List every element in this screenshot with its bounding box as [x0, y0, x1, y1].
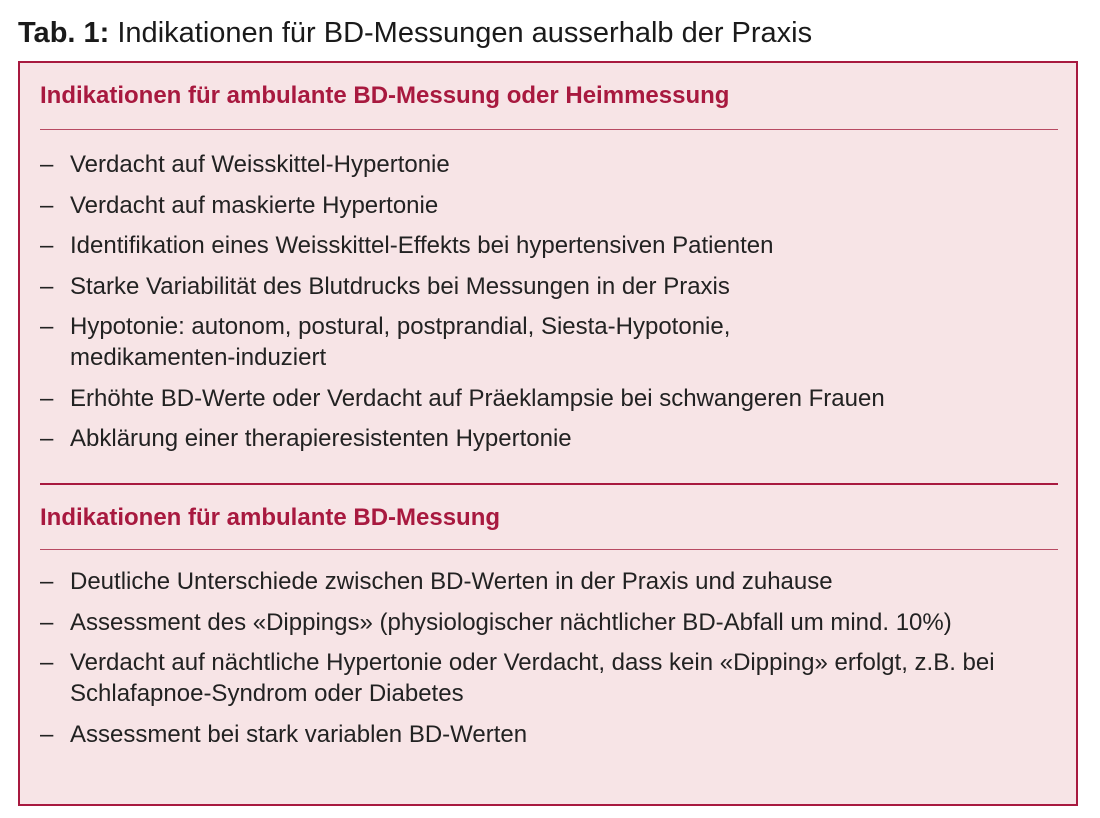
section-separator [40, 483, 1058, 485]
table-caption: Indikationen für BD-Messungen ausserhalb der Praxis [117, 17, 813, 49]
list-item: – Assessment bei stark variablen BD-Werten [40, 720, 528, 748]
list-item: – Starke Variabilität des Blutdrucks bei Messungen in der Praxis [40, 272, 730, 300]
list-item: – Verdacht auf maskierte Hypertonie [40, 191, 439, 219]
list-item: – Abklärung einer therapieresistenten Hypertonie [40, 425, 572, 452]
list-item: – Identifikation eines Weisskittel-Effekts bei hypertensiven Patienten [40, 232, 774, 259]
table-title [18, 14, 812, 52]
section-divider [40, 549, 1058, 550]
section-divider [40, 129, 1058, 130]
section-list-ambulant-or-home [40, 149, 1060, 464]
section-heading-ambulant-or-home: Indikationen für ambulante BD-Messung oder Heimmessung [40, 82, 730, 109]
section-list-ambulant [40, 566, 1060, 759]
list-item: – Hypotonie: autonom, postural, postprandial, Siesta-Hypotonie, medikamenten-induziert [40, 313, 731, 371]
list-item: – Erhöhte BD-Werte oder Verdacht auf Präeklampsie bei schwangeren Frauen [40, 384, 885, 412]
list-item: – Verdacht auf Weisskittel-Hypertonie [40, 151, 450, 178]
section-heading-ambulant: Indikationen für ambulante BD-Messung [40, 504, 501, 531]
list-item: – Verdacht auf nächtliche Hypertonie oder Verdacht, dass kein «Dipping» erfolgt, z.B. bei Schlafapnoe-Syndrom oder Diabetes [40, 649, 995, 707]
list-item: – Assessment des «Dippings» (physiologischer nächtlicher BD-Abfall um mind. 10%) [40, 608, 952, 636]
indications-table [18, 61, 1078, 806]
list-item: – Deutliche Unterschiede zwischen BD-Werten in der Praxis und zuhause [40, 568, 833, 595]
table-number: Tab. 1: [18, 17, 110, 49]
